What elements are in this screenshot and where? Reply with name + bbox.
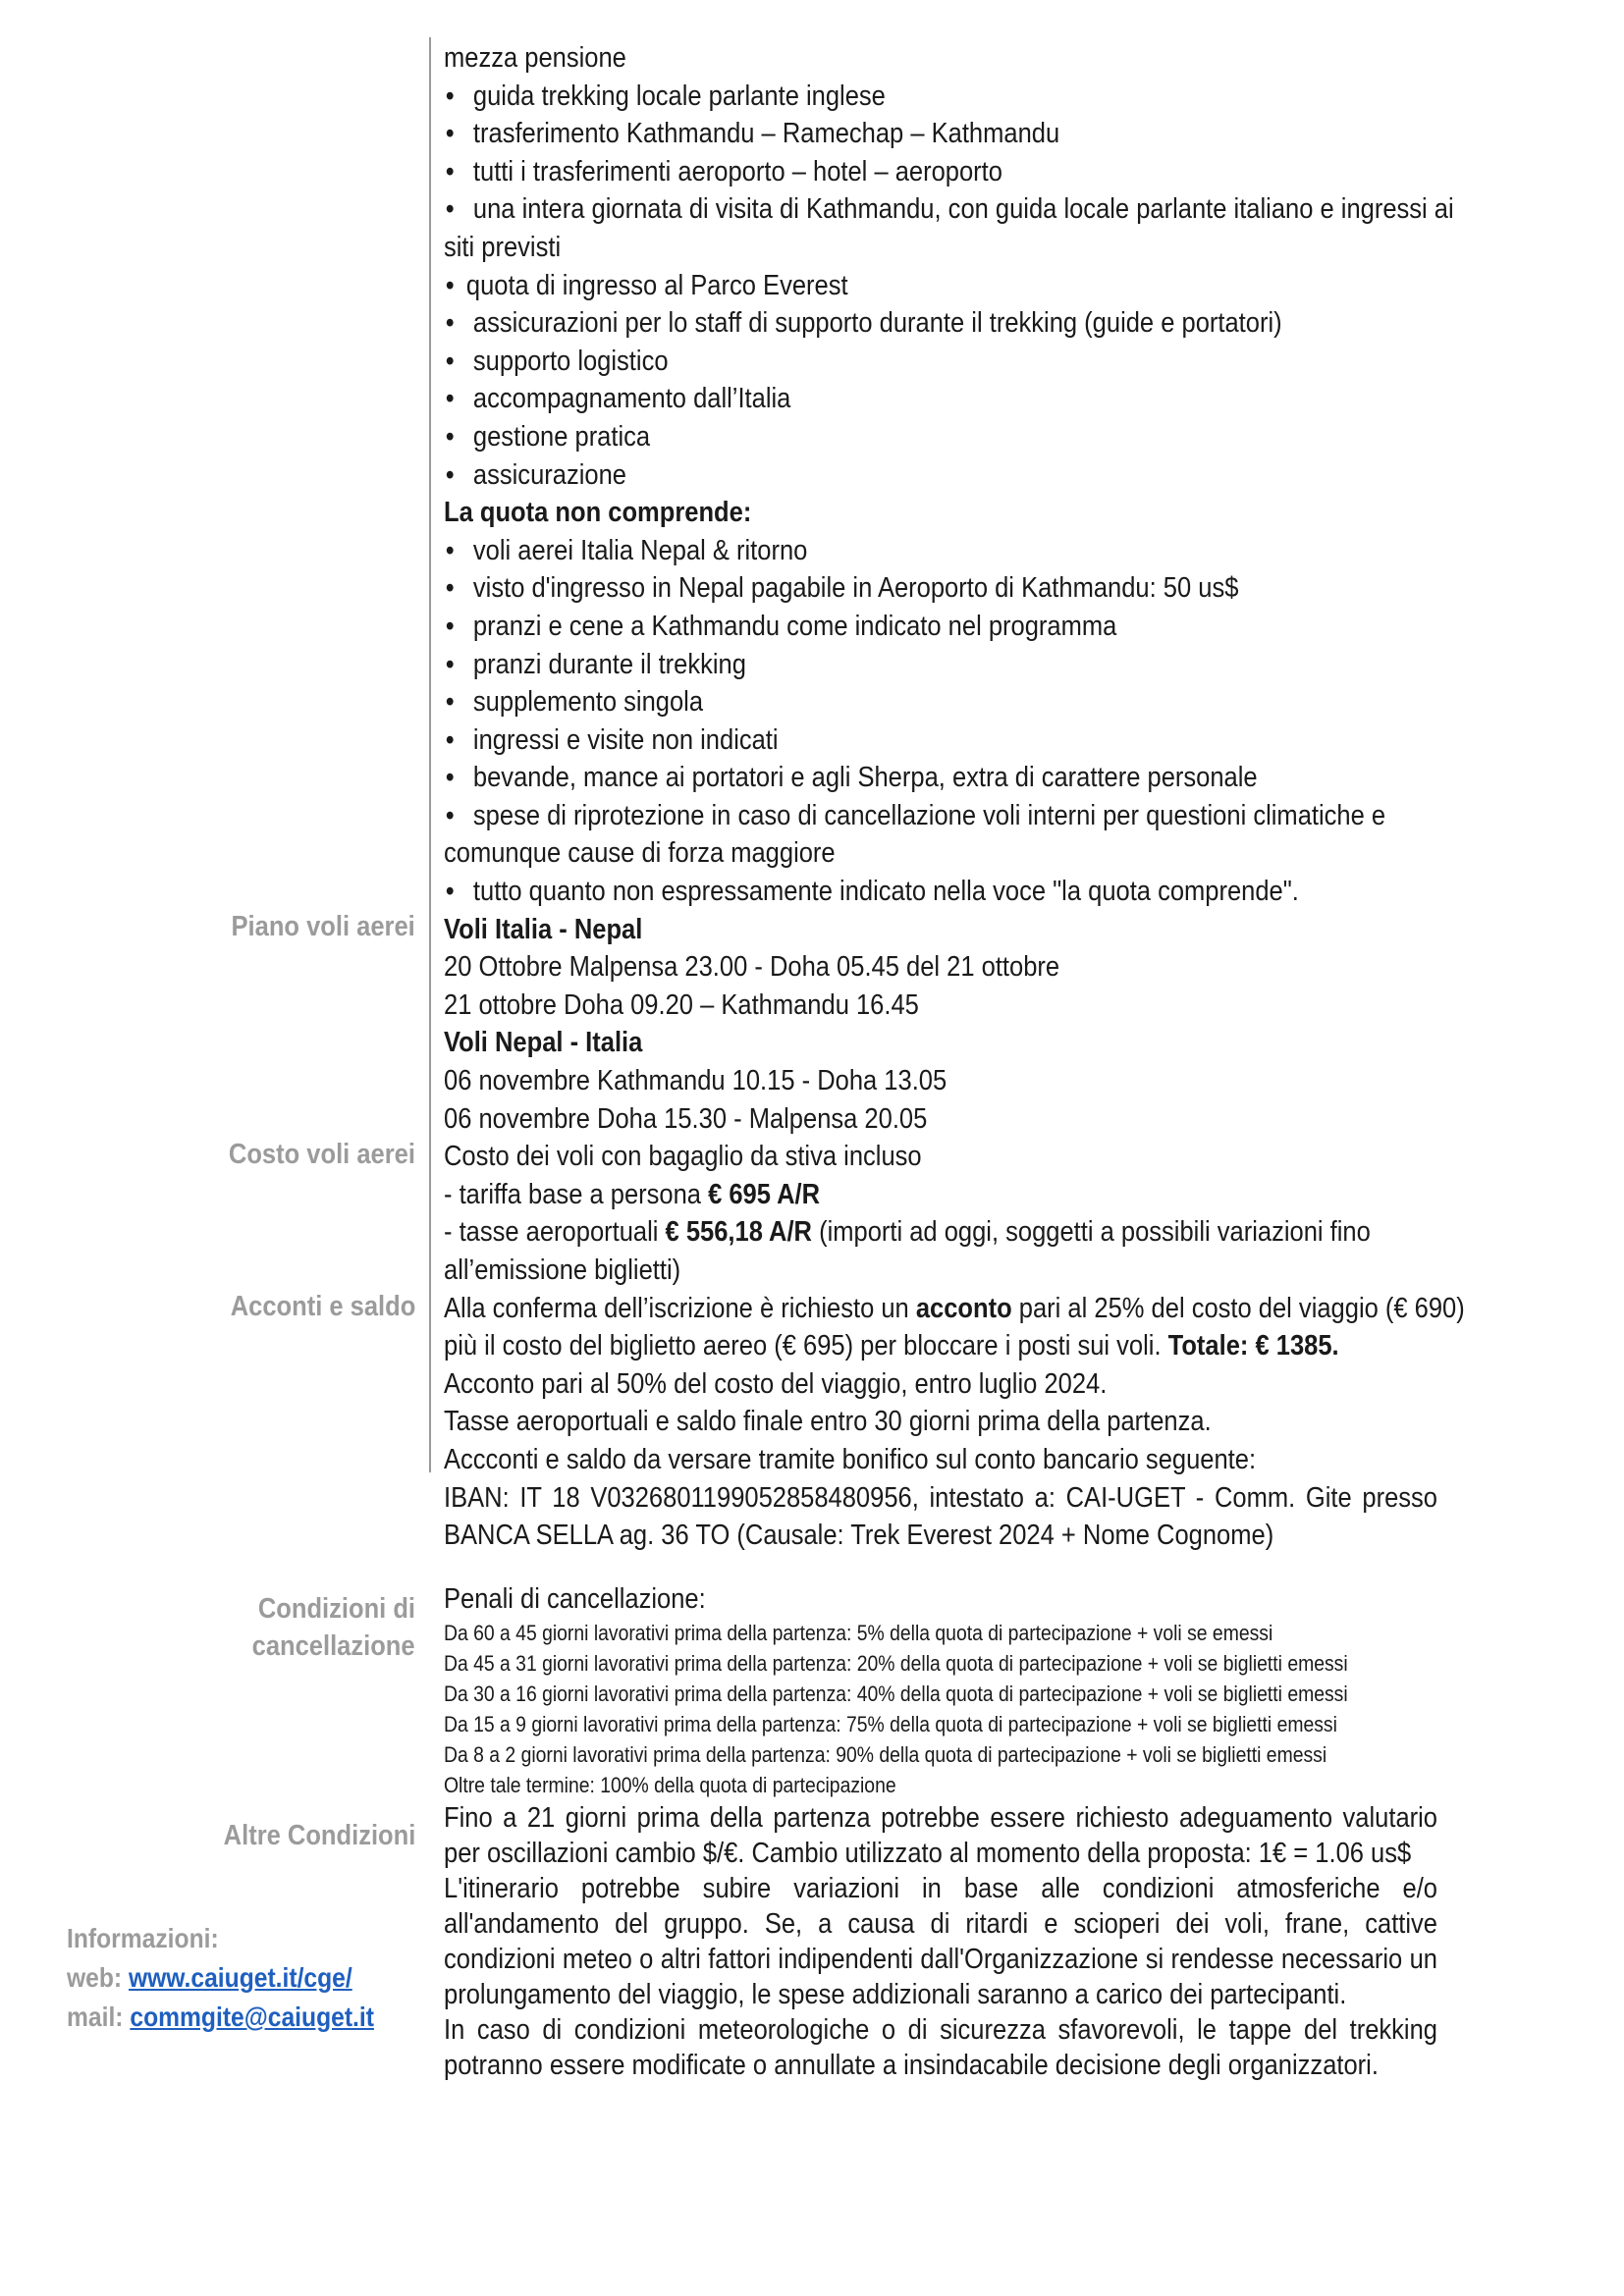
info-block: [67, 1919, 374, 2037]
included-item: • trasferimento Kathmandu – Ramechap – Kathmandu: [445, 118, 1060, 150]
spacer: [444, 1555, 1437, 1580]
deposit-line: Acconto pari al 50% del costo del viaggio, entro luglio 2024.: [444, 1367, 1108, 1400]
not-included-item: • bevande, mance ai portatori e agli Sherpa, extra di carattere personale: [445, 762, 1258, 794]
included-lead: mezza pensione: [444, 42, 626, 74]
included-item: • una intera giornata di visita di Kathmandu, con guida locale parlante italiano e ingressi ai: [445, 193, 1454, 226]
label-flights-plan: Piano voli aerei: [231, 911, 415, 942]
cancellation-heading: Penali di cancellazione:: [444, 1582, 706, 1615]
deposit-line: Tasse aeroportuali e saldo finale entro 30 giorni prima della partenza.: [444, 1406, 1212, 1438]
info-title: Informazioni:: [67, 1923, 219, 1953]
included-item: • quota di ingresso al Parco Everest: [445, 269, 848, 301]
info-mail: mail: commgite@caiuget.it: [67, 2002, 374, 2032]
label-cancellation-1: Condizioni di: [257, 1593, 415, 1625]
mail-link[interactable]: commgite@caiuget.it: [130, 2002, 374, 2032]
not-included-item-wrap: comunque cause di forza maggiore: [444, 837, 836, 870]
deposit-line: Alla conferma dell’iscrizione è richiesto un acconto pari al 25% del costo del viaggio (€ 690): [444, 1292, 1465, 1324]
cancellation-row: Da 60 a 45 giorni lavorativi prima della partenza: 5% della quota di partecipazione + voli se emessi: [444, 1621, 1273, 1646]
flights-cost-tax: - tasse aeroportuali € 556,18 A/R (importi ad oggi, soggetti a possibili variazioni fino: [444, 1216, 1371, 1249]
not-included-item: • voli aerei Italia Nepal & ritorno: [445, 534, 808, 566]
flights-cost-intro: Costo dei voli con bagaglio da stiva incluso: [444, 1141, 922, 1173]
web-link[interactable]: www.caiuget.it/cge/: [128, 1962, 352, 1993]
included-item: • assicurazione: [445, 458, 626, 491]
flight-row: 06 novembre Doha 15.30 - Malpensa 20.05: [444, 1102, 928, 1135]
not-included-heading: La quota non comprende:: [444, 497, 752, 529]
flights-cost-base: - tariffa base a persona € 695 A/R: [444, 1178, 821, 1210]
content-column: [444, 39, 1465, 2083]
cancellation-row: Da 45 a 31 giorni lavorativi prima della partenza: 20% della quota di partecipazione + voli se biglietti emessi: [444, 1651, 1348, 1677]
not-included-item: • spese di riprotezione in caso di cancellazione voli interni per questioni climatiche e: [445, 799, 1386, 831]
included-item-wrap: siti previsti: [444, 231, 562, 263]
included-item: • gestione pratica: [445, 420, 651, 453]
return-title: Voli Nepal - Italia: [444, 1027, 643, 1059]
iban-paragraph: IBAN: IT 18 V0326801199052858480956, intestato a: CAI-UGET - Comm. Gite presso BANCA SELLA ag. 36 TO (Causale: Trek Everest 2024 + Nome Cognome): [444, 1481, 1437, 1552]
not-included-item: • tutto quanto non espressamente indicato nella voce "la quota comprende".: [445, 876, 1299, 908]
not-included-item: • supplemento singola: [445, 686, 704, 719]
deposit-line: più il costo del biglietto aereo (€ 695) per bloccare i posti sui voli. Totale: € 1385.: [444, 1330, 1339, 1362]
not-included-item: • ingressi e visite non indicati: [445, 723, 779, 756]
outbound-title: Voli Italia - Nepal: [444, 913, 643, 945]
flights-cost-tax-wrap: all’emissione biglietti): [444, 1255, 681, 1286]
label-other-conditions: Altre Condizioni: [223, 1820, 415, 1851]
cancellation-row: Oltre tale termine: 100% della quota di partecipazione: [444, 1773, 896, 1798]
column-divider: [429, 37, 431, 1472]
included-item: • supporto logistico: [445, 345, 669, 377]
info-web: web: www.caiuget.it/cge/: [67, 1962, 352, 1993]
included-item: • accompagnamento dall’Italia: [445, 383, 791, 415]
included-item: • guida trekking locale parlante inglese: [445, 80, 886, 112]
other-conditions-p3: In caso di condizioni meteorologiche o di sicurezza sfavorevoli, le tappe del trekking potranno essere modificate o annullate a insindacabile decisione degli organizzatori.: [444, 2014, 1437, 2082]
included-item: • assicurazioni per lo staff di supporto durante il trekking (guide e portatori): [445, 307, 1282, 340]
not-included-item: • pranzi durante il trekking: [445, 648, 746, 680]
included-item: • tutti i trasferimenti aeroporto – hotel – aeroporto: [445, 155, 1002, 187]
cancellation-row: Da 8 a 2 giorni lavorativi prima della partenza: 90% della quota di partecipazione + voli se biglietti emessi: [444, 1742, 1327, 1768]
other-conditions-p1: Fino a 21 giorni prima della partenza potrebbe essere richiesto adeguamento valutario per oscillazioni cambio $/€. Cambio utilizzato al momento della proposta: 1€ = 1.06 us$: [444, 1802, 1437, 1870]
label-cancellation-2: cancellazione: [252, 1630, 415, 1662]
flight-row: 06 novembre Kathmandu 10.15 - Doha 13.05: [444, 1065, 947, 1097]
cancellation-row: Da 15 a 9 giorni lavorativi prima della partenza: 75% della quota di partecipazione + voli se biglietti emessi: [444, 1712, 1337, 1737]
label-deposits: Acconti e saldo: [230, 1291, 415, 1322]
flight-row: 21 ottobre Doha 09.20 – Kathmandu 16.45: [444, 988, 919, 1021]
other-conditions-p2: L'itinerario potrebbe subire variazioni in base alle condizioni atmosferiche e/o all'andamento del gruppo. Se, a causa di ritardi e scioperi dei voli, frane, cattive condizioni meteo o altri fattori indipendenti dall'Organizzazione si rendesse necessario un prolungamento del viaggio, le spese addizionali saranno a carico dei partecipanti.: [444, 1873, 1437, 2011]
flight-row: 20 Ottobre Malpensa 23.00 - Doha 05.45 del 21 ottobre: [444, 951, 1060, 984]
cancellation-row: Da 30 a 16 giorni lavorativi prima della partenza: 40% della quota di partecipazione + voli se biglietti emessi: [444, 1682, 1348, 1707]
not-included-item: • visto d'ingresso in Nepal pagabile in Aeroporto di Kathmandu: 50 us$: [445, 572, 1239, 605]
deposit-line: Accconti e saldo da versare tramite bonifico sul conto bancario seguente:: [444, 1443, 1257, 1475]
label-flights-cost: Costo voli aerei: [228, 1139, 415, 1170]
not-included-item: • pranzi e cene a Kathmandu come indicato nel programma: [445, 610, 1117, 642]
